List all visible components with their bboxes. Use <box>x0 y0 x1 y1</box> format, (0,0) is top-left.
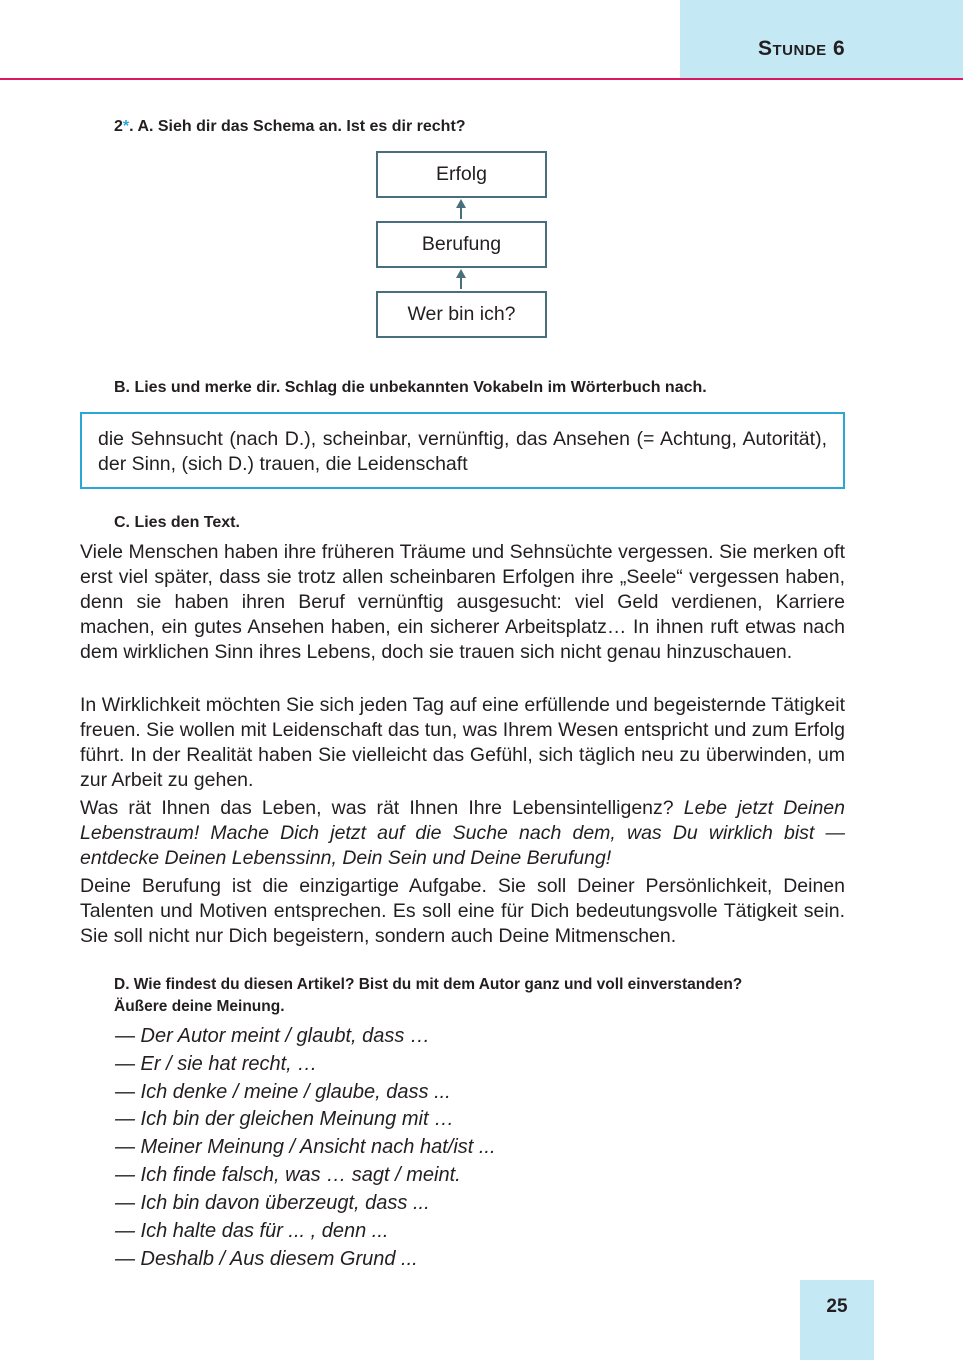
text-paragraph-1: Viele Menschen haben ihre früheren Träume und Sehnsüchte vergessen. Sie merken oft erst viel später, dass sie trotz allen scheinbaren Erfolgen ihre „Seele“ vergessen haben, denn sie haben ihren Beruf vernünftig ausgesucht: viel Geld verdienen, Karriere machen, ein gutes Ansehen haben, ein sicherer Arbeitsplatz… In ihnen ruft etwas nach dem wirklichen Sinn ihres Lebens, doch sie trauen sich nicht genau hinzuschauen. <box>80 541 845 663</box>
task-2a-heading <box>114 116 466 138</box>
arrow-up-icon <box>460 269 463 289</box>
page-number-box <box>800 1280 874 1360</box>
schema-box-wer-bin-ich: Wer bin ich? <box>376 291 547 338</box>
text-paragraph-2: In Wirklichkeit möchten Sie sich jeden Tag auf eine erfüllende und begeisternde Tätigkeit freuen. Sie wollen mit Leidenschaft das tun, was Ihrem Wesen entspricht und zum Erfolg führt. In der Realität haben Sie vielleicht das Gefühl, sich täglich neu zu überwinden, um zur Arbeit zu gehen. <box>80 694 845 791</box>
text-paragraph-4: Deine Berufung ist die einzigartige Aufgabe. Sie soll Deiner Persönlichkeit, Deinen Talenten und Motiven entsprechen. Es soll eine für Dich bedeutungsvolle Tätigkeit sein. Sie soll nicht nur Dich begeistern, sondern auch Deine Mitmenschen. <box>80 875 845 947</box>
phrase-item: — Meiner Meinung / Ansicht nach hat/ist ... <box>115 1136 496 1158</box>
header-rule <box>0 78 963 80</box>
page-number: 25 <box>826 1296 848 1317</box>
paragraph-3-italic: Lebe jetzt Deinen Lebenstraum! Mache Dich jetzt auf die Suche nach dem, was Du wirklich bist — entdecke Deinen Lebenssinn, Dein Sein und Deine Berufung! <box>80 797 845 869</box>
schema-box-berufung: Berufung <box>376 221 547 268</box>
task-2d-heading <box>114 974 742 1018</box>
task-2b-heading: B. Lies und merke dir. Schlag die unbekannten Vokabeln im Wörterbuch nach. <box>114 379 707 396</box>
task-2d-title-line-1: D. Wie findest du diesen Artikel? Bist du mit dem Autor ganz und voll einverstanden? <box>114 976 743 993</box>
task-number: 2 <box>114 118 123 135</box>
vocabulary-text: die Sehnsucht (nach D.), scheinbar, vernünftig, das Ansehen (= Achtung, Autorität), der Sinn, (sich D.) trauen, die Leidenschaft <box>98 428 827 475</box>
paragraph-3-plain: Was rät Ihnen das Leben, was rät Ihnen Ihre Lebensintelligenz? <box>80 797 684 819</box>
phrase-item: — Der Autor meint / glaubt, dass … <box>115 1025 430 1047</box>
phrase-item: — Deshalb / Aus diesem Grund ... <box>115 1248 418 1270</box>
text-paragraph-3 <box>80 796 845 871</box>
phrase-item: — Er / sie hat recht, … <box>115 1053 318 1075</box>
phrase-item: — Ich denke / meine / glaube, dass ... <box>115 1081 451 1103</box>
phrase-item: — Ich bin der gleichen Meinung mit … <box>115 1108 455 1130</box>
phrase-item: — Ich halte das für ... , denn ... <box>115 1220 389 1242</box>
star-marker: * <box>122 118 130 135</box>
schema-box-erfolg: Erfolg <box>376 151 547 198</box>
task-2c-heading: C. Lies den Text. <box>114 514 240 531</box>
lesson-header <box>680 0 963 78</box>
arrow-up-icon <box>460 199 463 219</box>
phrase-item: — Ich bin davon überzeugt, dass ... <box>115 1192 430 1214</box>
lesson-title: Stunde 6 <box>758 37 846 60</box>
task-2d-title-line-2: Äußere deine Meinung. <box>114 998 285 1015</box>
task-2a-title: . A. Sieh dir das Schema an. Ist es dir recht? <box>129 118 466 135</box>
phrase-item: — Ich finde falsch, was … sagt / meint. <box>115 1164 461 1186</box>
vocabulary-box <box>80 412 845 489</box>
